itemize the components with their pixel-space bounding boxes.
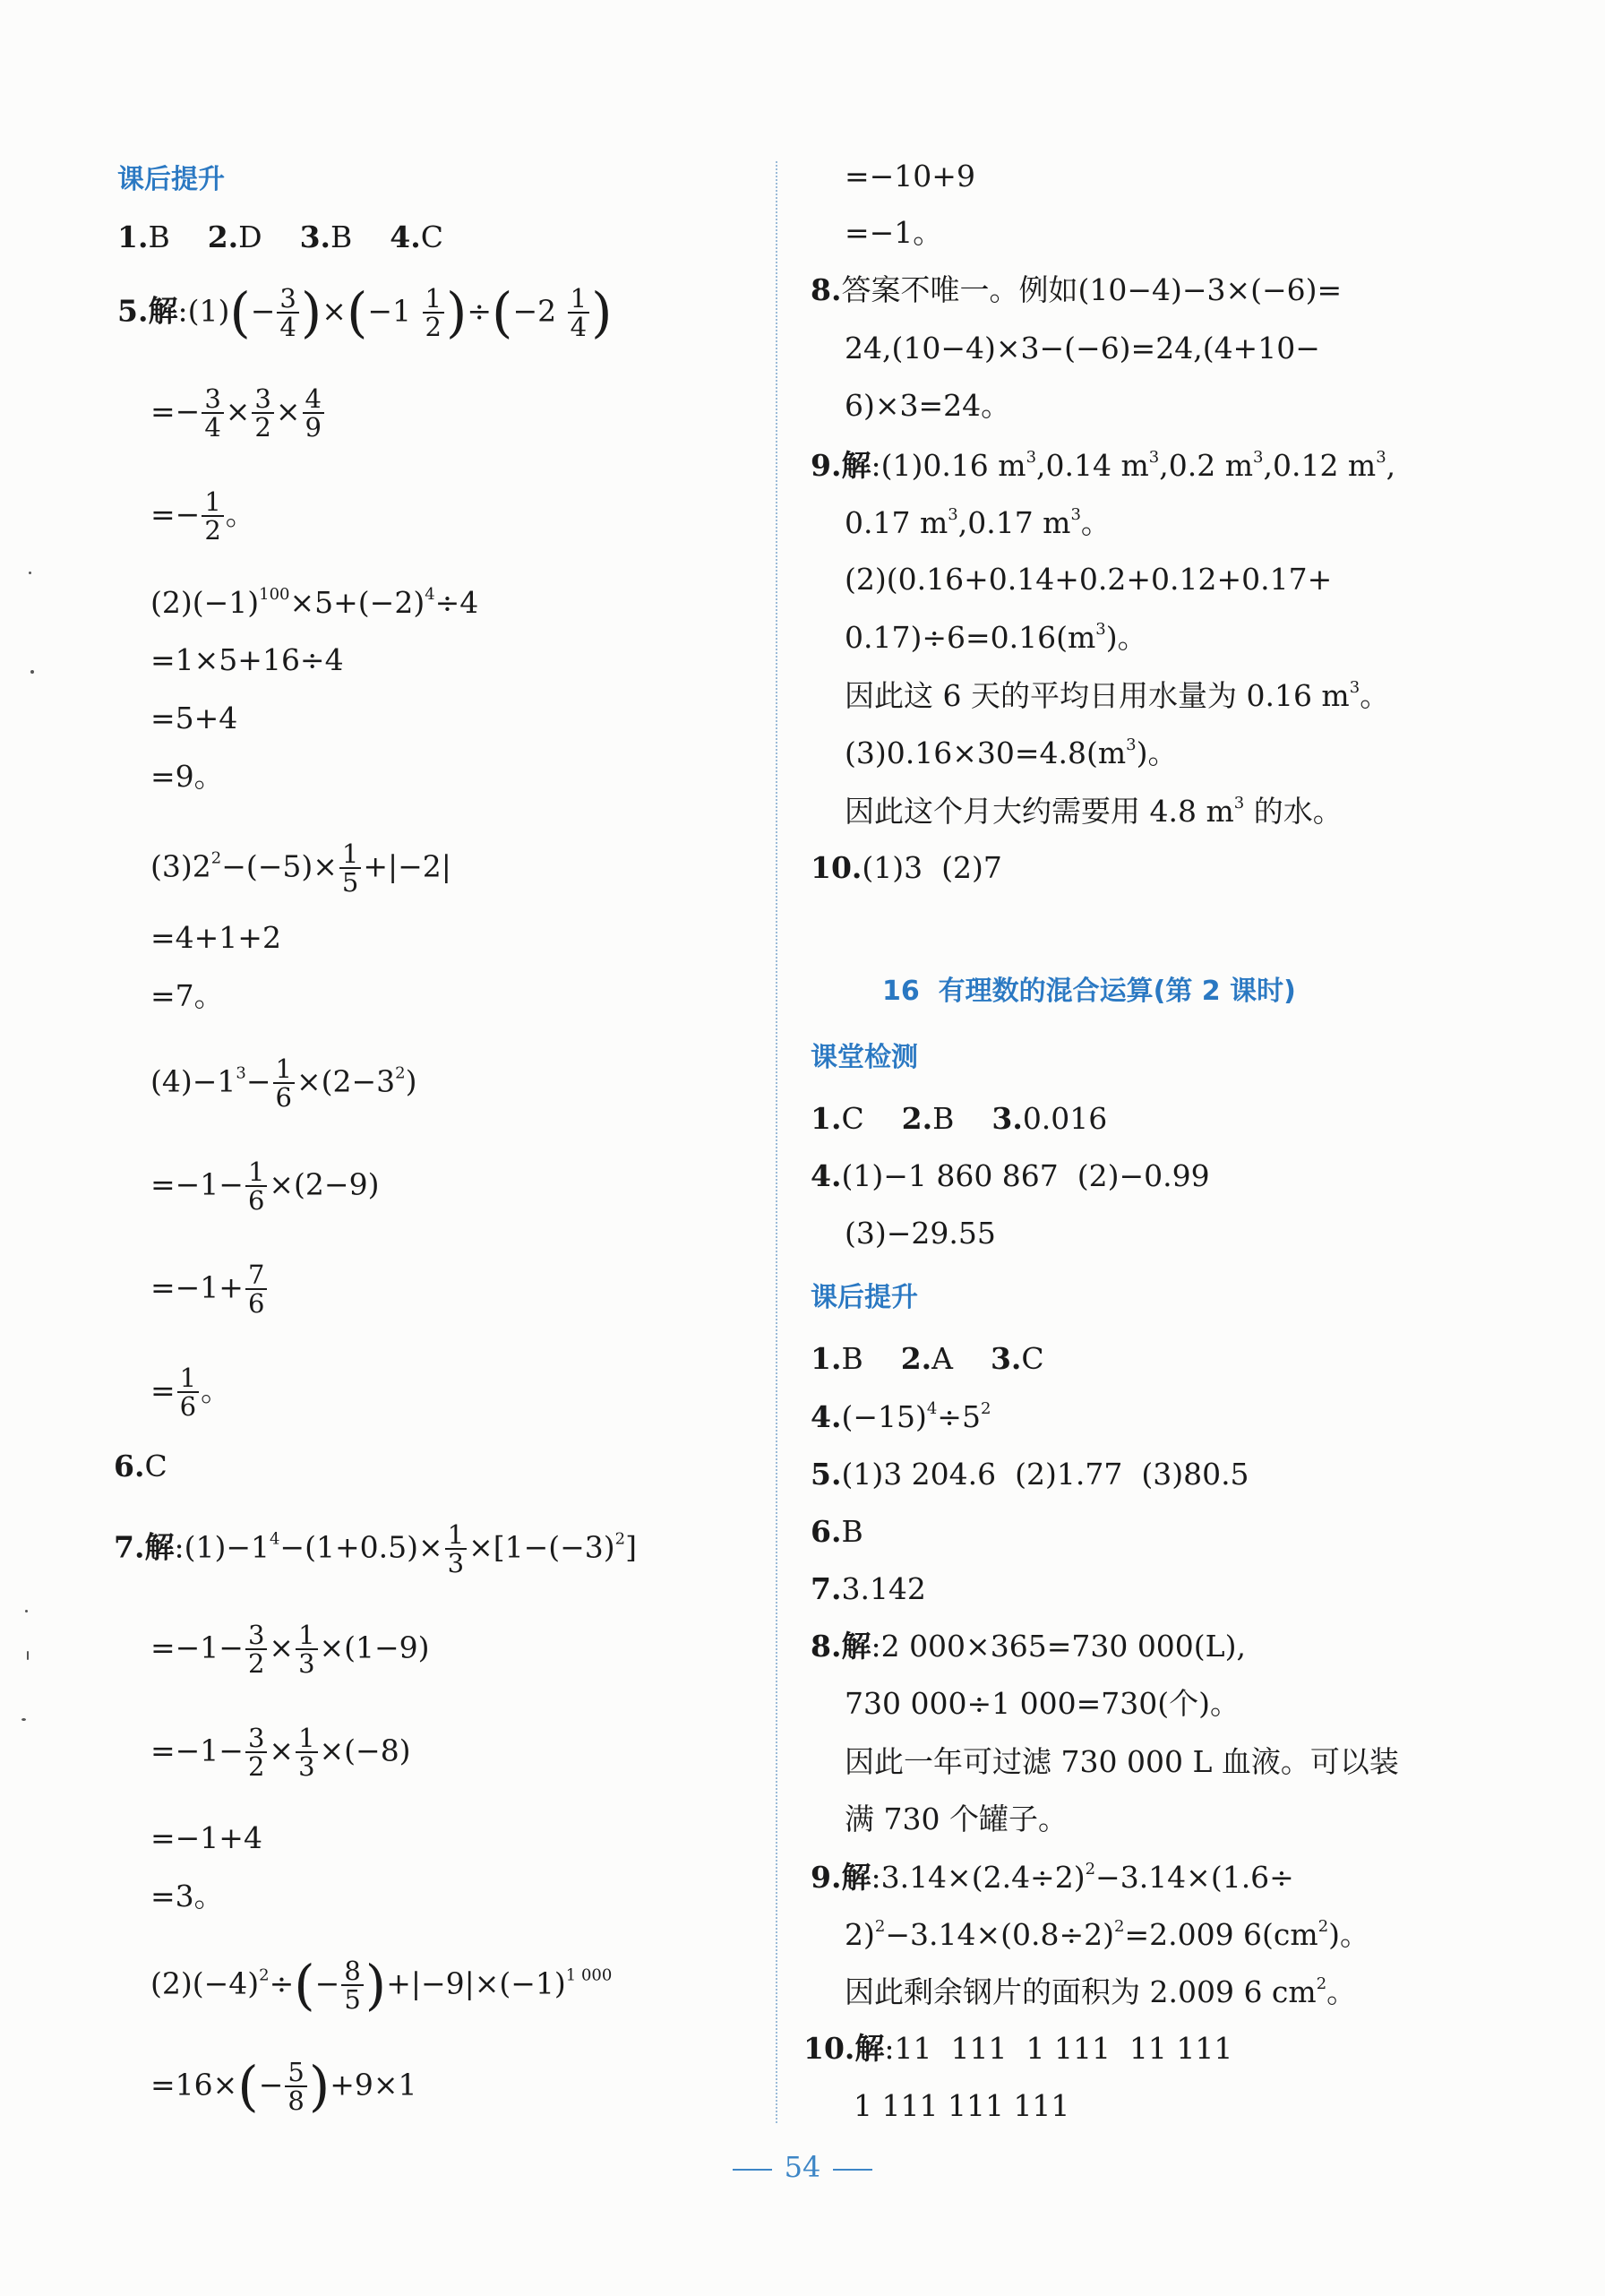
q9-line-6: [845, 737, 1178, 768]
expr-text: ×(−8): [319, 1733, 411, 1768]
q6-number: 6.: [114, 1449, 145, 1483]
expr-text: −3.14×(1.6÷: [1095, 1860, 1294, 1895]
fraction: $\frac{3}{4}$: [277, 285, 298, 341]
q5-line-12: [150, 1158, 379, 1215]
fraction: $\frac{8}{5}$: [341, 1957, 363, 2014]
t5-number: 5.: [811, 1457, 842, 1492]
expr-text: 3.14×(2.4÷2): [880, 1860, 1086, 1895]
k2-number: 2.: [901, 1101, 933, 1136]
q9-line-5: [845, 678, 1390, 713]
tisheng-q7: [811, 1571, 926, 1606]
expr-text: −: [250, 293, 276, 329]
expr-text: ,0.12 m: [1263, 448, 1377, 483]
exponent: 4: [425, 585, 435, 604]
expr-text: ×(1−9): [319, 1630, 430, 1665]
q10-answer: (1)3 (2)7: [862, 850, 1002, 885]
expr-text: )。: [1136, 735, 1178, 770]
exponent: 3: [1095, 620, 1106, 639]
exponent: 3: [1126, 735, 1137, 754]
expr-text: ×5+(−2): [289, 585, 425, 620]
expr-text: (2)(−4): [150, 1965, 260, 2001]
q5-line-11: [150, 1055, 416, 1112]
ketang-q4-line-2: (3)−29.55: [845, 1216, 996, 1251]
expr-text: (3)0.16×30=4.8(m: [845, 735, 1127, 770]
q9-line-4: [845, 620, 1147, 655]
tisheng-q4: [811, 1401, 991, 1432]
page-number-footer: [0, 2150, 1605, 2184]
q5-line-2: [150, 385, 326, 442]
k4-answer: (1)−1 860 867 (2)−0.99: [841, 1158, 1210, 1193]
t3-number: 3.: [990, 1341, 1022, 1376]
exponent: 3: [1233, 794, 1245, 813]
expr-text: =2.009 6(cm: [1124, 1917, 1318, 1952]
expr-text: =−1−: [150, 1166, 244, 1202]
expr-text: ÷4: [434, 585, 479, 620]
tisheng-q8-line-3: 因此一年可过滤 730 000 L 血液。可以装: [845, 1744, 1399, 1779]
q5-colon: :: [177, 293, 188, 329]
q9-line-1: [811, 448, 1396, 483]
expr-text: ×[1−(−3): [468, 1529, 615, 1565]
footer-dash-right: [833, 2169, 872, 2171]
tisheng-q10-line-1: [803, 2031, 1233, 2066]
expr-text: (2)(−1): [150, 585, 260, 620]
expr-text: ×: [269, 1733, 295, 1768]
q9-jie: 解: [841, 448, 871, 483]
expr-text: 0.17 m: [845, 505, 948, 540]
expr-text: (4)−1: [150, 1063, 236, 1099]
t4-number: 4.: [811, 1399, 842, 1434]
expr-text: ×: [275, 393, 301, 429]
t10-jie: 解: [854, 2031, 885, 2066]
fraction: $\frac{3}{4}$: [202, 385, 223, 442]
expr-text: =−1−: [150, 1733, 244, 1768]
q7-line-1: [114, 1521, 637, 1578]
q7-line-6: $(2)(-4)^2\div(-$ $\frac{8}{5}$ )$+|-9|\times(-1)^{1 000}$: [150, 1954, 613, 2017]
expr-text: 因此这 6 天的平均日用水量为 0.16 m: [845, 678, 1350, 713]
mc-answers-row: [117, 219, 443, 254]
fraction: $\frac{1}{6}$: [273, 1055, 295, 1112]
t3-answer: C: [1021, 1341, 1044, 1376]
t2-number: 2.: [900, 1341, 932, 1376]
k3-answer: 0.016: [1022, 1101, 1108, 1136]
k4-number: 4.: [811, 1158, 842, 1193]
r-line-1: =−10+9: [845, 159, 975, 193]
tisheng-q5: [811, 1457, 1249, 1492]
q3-number: 3.: [299, 219, 331, 254]
exponent: 2: [614, 1529, 626, 1549]
expr-text: )。: [1328, 1917, 1370, 1952]
q5-number: 5.: [117, 293, 149, 329]
exponent: 3: [948, 505, 958, 524]
expr-text: −: [314, 1965, 340, 2001]
expr-text: 。: [1080, 505, 1111, 540]
exponent: 2: [1317, 1917, 1329, 1936]
t10-number: 10.: [803, 2031, 855, 2066]
exponent: 100: [259, 585, 290, 604]
fraction: $\frac{1}{3}$: [296, 1621, 317, 1678]
exponent: 3: [1349, 678, 1360, 697]
page-number: 54: [784, 2150, 821, 2184]
expr-text: 答案不唯一。例如(10−4)−3×(−6)=: [841, 272, 1343, 307]
q6-answer: C: [144, 1449, 167, 1483]
exponent: 4: [926, 1399, 938, 1418]
expr-text: ÷: [269, 1965, 295, 2001]
t1-number: 1.: [811, 1341, 842, 1376]
t10-colon: :: [884, 2031, 895, 2066]
k1-number: 1.: [811, 1101, 842, 1136]
expr-text: 2): [845, 1917, 875, 1952]
t9-number: 9.: [811, 1860, 842, 1895]
fraction: $\frac{3}{2}$: [245, 1621, 267, 1678]
t9-colon: :: [871, 1860, 881, 1895]
expr-text: +|−9|×(−1): [386, 1965, 566, 2001]
section-heading-ketang: 课堂检测: [811, 1042, 918, 1073]
exponent: 1 000: [565, 1965, 613, 1985]
expr-text: ÷5: [937, 1399, 981, 1434]
t8-number: 8.: [811, 1629, 842, 1664]
t7-number: 7.: [811, 1571, 842, 1606]
expr-text: =−1−: [150, 1630, 244, 1665]
exponent: 3: [1148, 448, 1160, 467]
fraction: $\frac{1}{2}$: [423, 285, 444, 341]
q5-line-6: =5+4: [150, 701, 238, 735]
expr-text: (1)0.16 m: [880, 448, 1026, 483]
expr-text: −: [245, 1063, 271, 1099]
k3-number: 3.: [991, 1101, 1023, 1136]
expr-text: 2 000×365=730 000(L),: [880, 1629, 1246, 1664]
fraction: $\frac{1}{5}$: [339, 840, 361, 897]
expr-text: +9×1: [330, 2067, 417, 2103]
expr-text: =−: [150, 496, 201, 532]
footer-dash-left: [733, 2169, 772, 2171]
tisheng-q8-line-2: 730 000÷1 000=730(个)。: [845, 1686, 1240, 1721]
exponent: 3: [1253, 448, 1264, 467]
q7-number: 7.: [114, 1529, 145, 1565]
t2-answer: A: [931, 1341, 953, 1376]
tisheng-q9-line-1: [811, 1860, 1294, 1895]
expr-text: ×: [269, 1630, 295, 1665]
q2-number: 2.: [207, 219, 239, 254]
k1-answer: C: [841, 1101, 864, 1136]
q5-line-7: =9。: [150, 759, 224, 794]
expr-text: +|−2|: [363, 848, 451, 884]
t5-answer: (1)3 204.6 (2)1.77 (3)80.5: [841, 1457, 1249, 1492]
q5-line-3: [150, 488, 255, 545]
expr-text: 11 111 1 111 11 111: [894, 2031, 1233, 2066]
q9-number: 9.: [811, 448, 842, 483]
q4-number: 4.: [390, 219, 421, 254]
exponent: 3: [1026, 448, 1037, 467]
exponent: 2: [1085, 1860, 1096, 1879]
fraction: $\frac{1}{6}$: [245, 1158, 267, 1215]
exponent: 2: [980, 1399, 991, 1418]
expr-text: 的水。: [1244, 794, 1343, 829]
q9-line-2: [845, 505, 1111, 540]
q5-line-13: [150, 1261, 269, 1318]
q3-answer: B: [330, 219, 353, 254]
expr-text: 因此这个月大约需要用 4.8 m: [845, 794, 1234, 829]
tisheng-q8-line-1: [811, 1629, 1246, 1664]
exponent: 4: [269, 1529, 280, 1549]
expr-text: =−1+: [150, 1269, 244, 1305]
fraction: $\frac{1}{3}$: [296, 1724, 317, 1781]
exponent: 2: [259, 1965, 270, 1985]
exponent: 2: [395, 1063, 406, 1083]
expr-text: −3.14×(0.8÷2): [885, 1917, 1114, 1952]
exponent: 2: [1316, 1974, 1327, 1993]
k2-answer: B: [932, 1101, 955, 1136]
expr-text: ,0.14 m: [1036, 448, 1149, 483]
scan-mark: [30, 670, 34, 674]
tisheng-answers-row: [811, 1341, 1044, 1376]
q5-line-4: [150, 585, 479, 620]
q9-line-3: (2)(0.16+0.14+0.2+0.12+0.17+: [845, 562, 1333, 597]
expr-text: ×(2−9): [269, 1166, 380, 1202]
t6-number: 6.: [811, 1514, 842, 1549]
expr-text: −(−5)×: [221, 848, 338, 884]
t1-answer: B: [841, 1341, 863, 1376]
q8-line-1: [811, 272, 1343, 307]
exponent: 2: [1113, 1917, 1125, 1936]
scan-mark: [21, 1718, 26, 1721]
scan-mark: [27, 1651, 29, 1660]
expr-text: 0.17)÷6=0.16(m: [845, 620, 1096, 655]
q9-line-7: [845, 794, 1343, 829]
expr-text: −2: [512, 293, 557, 329]
expr-text: −1: [367, 293, 412, 329]
tisheng-q10-line-2: 1 111 111 111: [854, 2088, 1070, 2123]
fraction: $\frac{1}{3}$: [445, 1521, 467, 1578]
scan-mark: [25, 1610, 28, 1612]
q5-line-8: [150, 840, 451, 897]
expr-text: =16×: [150, 2067, 238, 2103]
exponent: 2: [210, 848, 222, 868]
fraction: $\frac{7}{6}$: [245, 1261, 267, 1318]
q1-number: 1.: [117, 219, 149, 254]
expr-text: ×: [225, 393, 251, 429]
expr-text: =−: [150, 393, 201, 429]
t7-answer: 3.142: [841, 1571, 926, 1606]
q7-line-2: [150, 1621, 430, 1678]
expr-text: (3)2: [150, 848, 211, 884]
exponent: 2: [874, 1917, 886, 1936]
exponent: 3: [1070, 505, 1081, 524]
ketang-q4-line-1: [811, 1158, 1210, 1193]
expr-text: ÷: [467, 293, 493, 329]
tisheng-q9-line-2: [845, 1917, 1370, 1952]
q5-line-10: =7。: [150, 978, 224, 1013]
q8-line-2: 24,(10−4)×3−(−6)=24,(4+10−: [845, 331, 1320, 365]
q5-line-9: =4+1+2: [150, 920, 281, 955]
q9-colon: :: [871, 448, 881, 483]
q1-answer: B: [148, 219, 170, 254]
q7-line-3: [150, 1724, 411, 1781]
expr-text: =: [150, 1372, 176, 1408]
q5-jie: 解: [148, 293, 178, 329]
expr-text: ]: [625, 1529, 637, 1565]
t8-jie: 解: [841, 1629, 871, 1664]
q7-colon: :: [174, 1529, 185, 1565]
t6-answer: B: [841, 1514, 863, 1549]
section-heading-kehou: 课后提升: [117, 164, 225, 195]
q7-line-4: =−1+4: [150, 1820, 262, 1855]
t8-colon: :: [871, 1629, 881, 1664]
expr-text: ×: [322, 293, 347, 329]
expr-text: (−15): [841, 1399, 927, 1434]
expr-text: −(1+0.5)×: [279, 1529, 443, 1565]
q7-jie: 解: [144, 1529, 175, 1565]
q8-line-3: 6)×3=24。: [845, 388, 1011, 423]
q7-line-5: =3。: [150, 1879, 224, 1913]
fraction: $\frac{1}{4}$: [568, 285, 589, 341]
fraction: $\frac{1}{6}$: [177, 1364, 199, 1421]
expr-text: 。: [1326, 1974, 1357, 2009]
q7-line-7: =16×(− $\frac{5}{8}$ )+9×1: [150, 2055, 417, 2119]
expr-text: ,0.2 m: [1159, 448, 1254, 483]
expr-text: −: [258, 2067, 284, 2103]
q5-line-1: 5.解:(1)(− $\frac{3}{4}$ )×(−1 $\frac{1}{2}$ )÷(−2 $\frac{1}{4}$ ): [117, 281, 613, 345]
tisheng-q8-line-4: 满 730 个罐子。: [845, 1802, 1068, 1836]
q8-number: 8.: [811, 272, 842, 307]
expr-text: 。: [201, 1372, 231, 1408]
q6-answer-row: [114, 1451, 167, 1481]
expr-text: )。: [1105, 620, 1147, 655]
section-title: 16 有理数的混合运算(第 2 课时): [882, 976, 1296, 1007]
expr-text: 因此剩余钢片的面积为 2.009 6 cm: [845, 1974, 1317, 2009]
t9-jie: 解: [841, 1860, 871, 1895]
q2-answer: D: [238, 219, 262, 254]
q5-line-14: [150, 1364, 230, 1421]
expr-text: ×(2−3: [296, 1063, 396, 1099]
expr-text: 。: [225, 496, 255, 532]
q10-number: 10.: [811, 850, 863, 885]
r-line-2: =−1。: [845, 215, 943, 250]
scan-mark: [29, 572, 31, 574]
q5-part1: (1): [187, 293, 230, 329]
fraction: $\frac{3}{2}$: [245, 1724, 267, 1781]
q5-line-5: =1×5+16÷4: [150, 642, 344, 677]
exponent: 3: [236, 1063, 246, 1083]
tisheng-q6: [811, 1514, 863, 1549]
fraction: $\frac{3}{2}$: [252, 385, 273, 442]
q10-answer-row: [811, 850, 1002, 885]
column-divider: [776, 161, 777, 2123]
expr-text: ,: [1386, 448, 1396, 483]
fraction: $\frac{1}{2}$: [202, 488, 223, 545]
fraction: $\frac{5}{8}$: [285, 2059, 306, 2115]
tisheng-q9-line-3: [845, 1976, 1356, 2007]
expr-text: ,0.17 m: [957, 505, 1071, 540]
expr-text: (1)−1: [184, 1529, 270, 1565]
expr-text: ): [405, 1063, 417, 1099]
ketang-answers-row: [811, 1101, 1108, 1136]
exponent: 3: [1376, 448, 1386, 467]
section-heading-kehou-2: 课后提升: [811, 1282, 918, 1313]
fraction: $\frac{4}{9}$: [303, 385, 324, 442]
q4-answer: C: [420, 219, 443, 254]
expr-text: 。: [1360, 678, 1390, 713]
